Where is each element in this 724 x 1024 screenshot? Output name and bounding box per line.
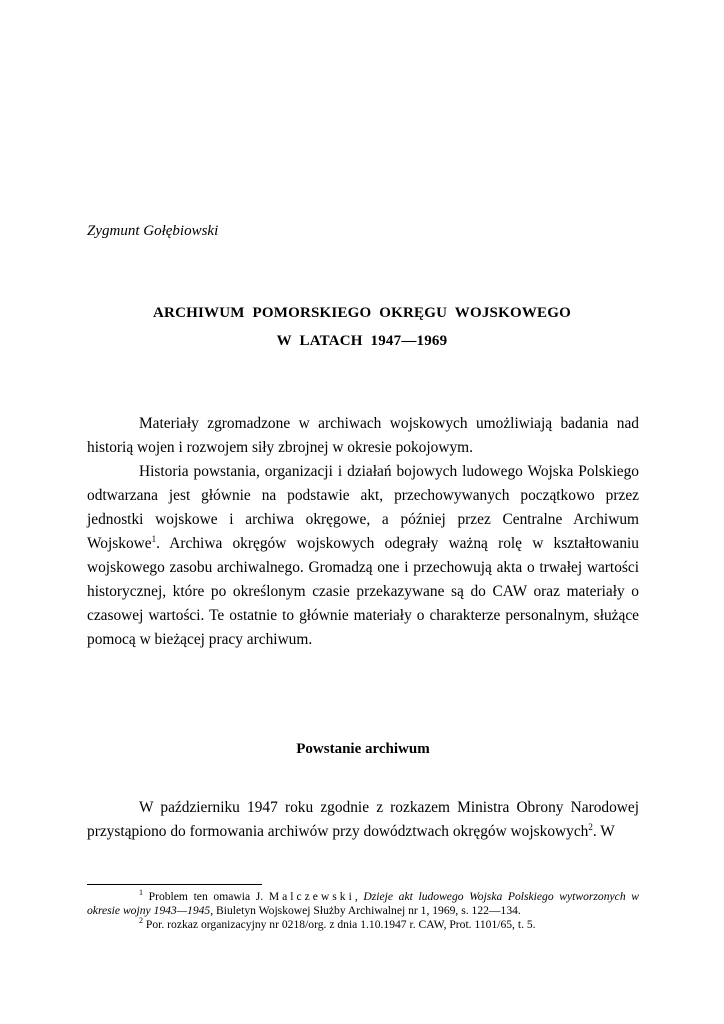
author-name: Zygmunt Gołębiowski [87, 223, 219, 239]
footnotes [87, 890, 639, 932]
footnote-1-number: 1 [139, 888, 143, 898]
paragraph-formation-part-1: W październiku 1947 roku zgodnie z rozkazem Ministra Obrony Narodowej przystąpiono do formowania archiwów przy dowództwach okręgów wojskowych [87, 799, 639, 840]
paragraph-history-part-1: Historia powstania, organizacji i działań bojowych ludowego Wojska Polskiego odtwarzana jest głównie na podstawie akt, przechowywanych początkowo przez jednostki wojskowe i archiwa okręgowe, a później przez Centralne Archiwum Wojskowe [87, 463, 639, 552]
paragraph-history-part-2: . Archiwa okręgów wojskowych odegrały ważną rolę w kształtowaniu wojskowego zasobu archiwalnego. Gromadzą one i przechowują akta o trwałej wartości historycznej, które po określonym czasie przekazywane są do CAW oraz materiały o czasowej wartości. Te ostatnie to głównie materiały o charakterze personalnym, służące pomocą w bieżącej pracy archiwum. [87, 535, 639, 648]
footnote-separator [87, 884, 262, 885]
footnote-2-text: Por. rozkaz organizacyjny nr 0218/org. z dnia 1.10.1947 r. CAW, Prot. 1101/65, t. 5. [143, 918, 536, 931]
footnote-1-sep: , [354, 890, 364, 903]
document-title-line-1: ARCHIWUM POMORSKIEGO OKRĘGU WOJSKOWEGO [153, 305, 571, 321]
footnote-ref-1[interactable]: 1 [151, 533, 157, 544]
footnote-2 [87, 918, 639, 932]
paragraph-history [87, 460, 639, 652]
footnote-1 [87, 890, 639, 918]
footnote-1-author: Malczewski [268, 890, 355, 903]
paragraph-formation [87, 796, 639, 844]
document-title-line-2: W LATACH 1947—1969 [276, 333, 448, 349]
body-text-block-1 [87, 412, 639, 652]
section-heading: Powstanie archiwum [296, 741, 430, 757]
intro-paragraph: Materiały zgromadzone w archiwach wojskowych umożliwiają badania nad historią wojen i rozwojem siły zbrojnej w okresie pokojowym. [87, 415, 639, 456]
footnote-1-tail: , Biuletyn Wojskowej Służby Archiwalnej nr 1, 1969, s. 122—134. [210, 904, 521, 917]
body-text-block-2 [87, 796, 639, 844]
footnote-2-number: 2 [139, 916, 143, 926]
footnote-1-lead: Problem ten omawia J. [143, 890, 269, 903]
footnote-1-title: Dzieje akt ludowego Wojska Polskiego wytworzonych w okresie wojny 1943—1945 [87, 890, 639, 917]
paragraph-formation-part-2: . W [592, 823, 615, 840]
footnote-ref-2[interactable]: 2 [588, 821, 593, 832]
